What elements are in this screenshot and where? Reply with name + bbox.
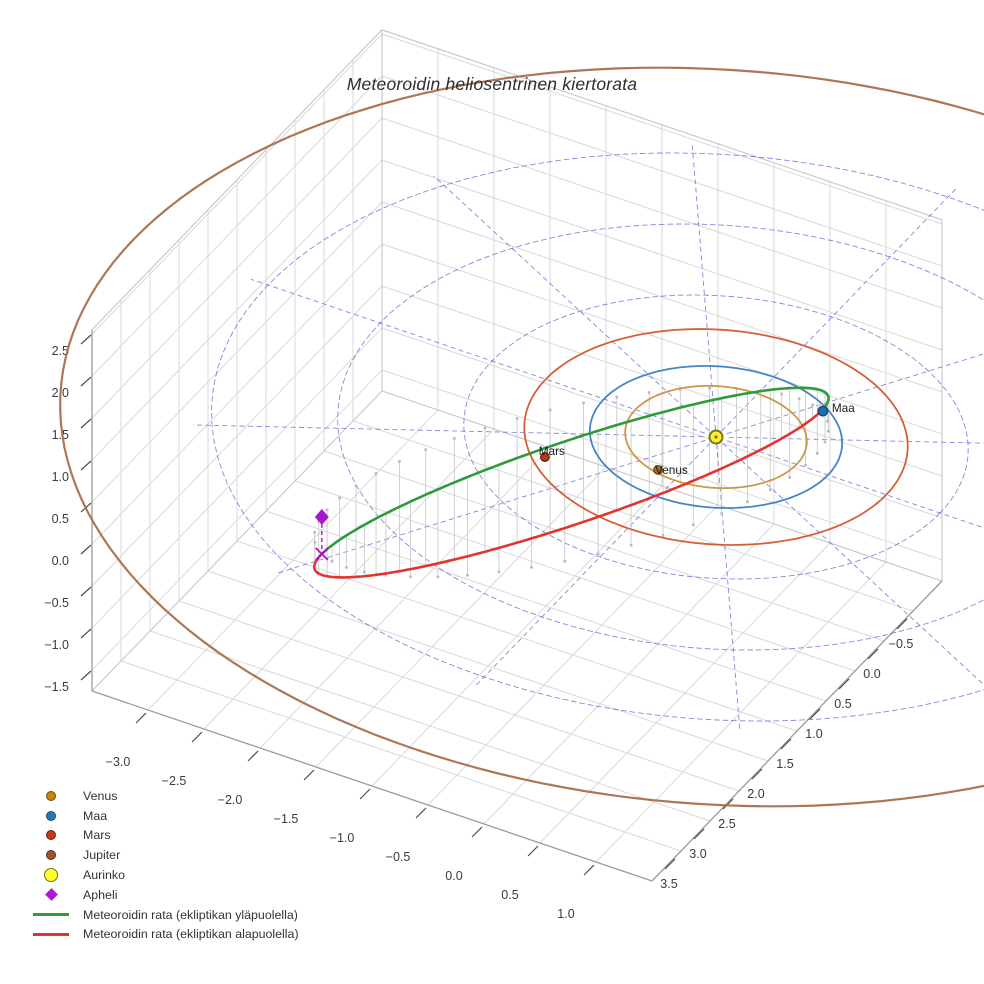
svg-text:−1.5: −1.5 xyxy=(44,680,69,694)
svg-text:1.0: 1.0 xyxy=(557,907,575,921)
svg-text:3.5: 3.5 xyxy=(660,877,678,891)
svg-text:−3.0: −3.0 xyxy=(105,755,131,769)
svg-text:2.5: 2.5 xyxy=(718,817,736,831)
maa-marker xyxy=(818,406,828,416)
planet-orbits xyxy=(60,68,984,807)
svg-text:−1.0: −1.0 xyxy=(329,831,355,845)
svg-text:0.5: 0.5 xyxy=(51,512,69,526)
legend xyxy=(28,786,299,944)
mars-marker-icon xyxy=(46,830,56,840)
legend-item-rata-yla: Meteoroidin rata (ekliptikan yläpuolella) xyxy=(28,905,299,925)
svg-text:2.0: 2.0 xyxy=(747,787,765,801)
orbit-height-stems xyxy=(313,387,829,578)
svg-text:−0.5: −0.5 xyxy=(44,596,69,610)
legend-item-jupiter: Jupiter xyxy=(28,845,299,865)
svg-text:0.0: 0.0 xyxy=(445,869,463,883)
legend-item-apheli: Apheli xyxy=(28,885,299,905)
svg-text:0.0: 0.0 xyxy=(863,667,881,681)
legend-item-aurinko: Aurinko xyxy=(28,865,299,885)
maa-label: Maa xyxy=(831,401,855,416)
svg-text:−0.5: −0.5 xyxy=(888,637,914,651)
venus-label: Venus xyxy=(655,462,688,477)
svg-text:3.0: 3.0 xyxy=(689,847,707,861)
svg-text:−1.5: −1.5 xyxy=(273,812,299,826)
mars-label: Mars xyxy=(538,444,565,459)
svg-text:0.5: 0.5 xyxy=(501,888,519,902)
chart-title: Meteoroidin heliosentrinen kiertorata xyxy=(346,74,638,94)
svg-text:0.5: 0.5 xyxy=(834,697,852,711)
aphelion-marker-icon xyxy=(45,889,58,902)
sun-marker-icon xyxy=(44,868,58,882)
svg-text:0.0: 0.0 xyxy=(51,554,69,568)
svg-text:−1.0: −1.0 xyxy=(44,638,69,652)
meteoroid-path-below-ecliptic xyxy=(314,411,821,577)
below-ecliptic-line-icon xyxy=(33,933,69,936)
maa-marker-icon xyxy=(46,811,56,821)
legend-item-rata-ala: Meteoroidin rata (ekliptikan alapuolella) xyxy=(28,925,299,945)
legend-item-mars: Mars xyxy=(28,826,299,846)
above-ecliptic-line-icon xyxy=(33,913,69,916)
meteoroid-orbit xyxy=(314,388,828,578)
svg-text:1.0: 1.0 xyxy=(51,470,69,484)
venus-marker-icon xyxy=(46,791,56,801)
svg-text:1.5: 1.5 xyxy=(776,757,794,771)
jupiter-marker-icon xyxy=(46,850,56,860)
svg-text:2.5: 2.5 xyxy=(51,344,69,358)
svg-text:−0.5: −0.5 xyxy=(385,850,411,864)
jupiter-orbit xyxy=(60,68,984,807)
ecliptic-polar-grid xyxy=(193,143,984,732)
svg-text:1.5: 1.5 xyxy=(51,428,69,442)
svg-text:−2.5: −2.5 xyxy=(161,774,187,788)
legend-item-venus: Venus xyxy=(28,786,299,806)
svg-text:−2.0: −2.0 xyxy=(217,793,243,807)
legend-item-maa: Maa xyxy=(28,806,299,826)
svg-text:2.0: 2.0 xyxy=(51,386,69,400)
svg-text:1.0: 1.0 xyxy=(805,727,823,741)
